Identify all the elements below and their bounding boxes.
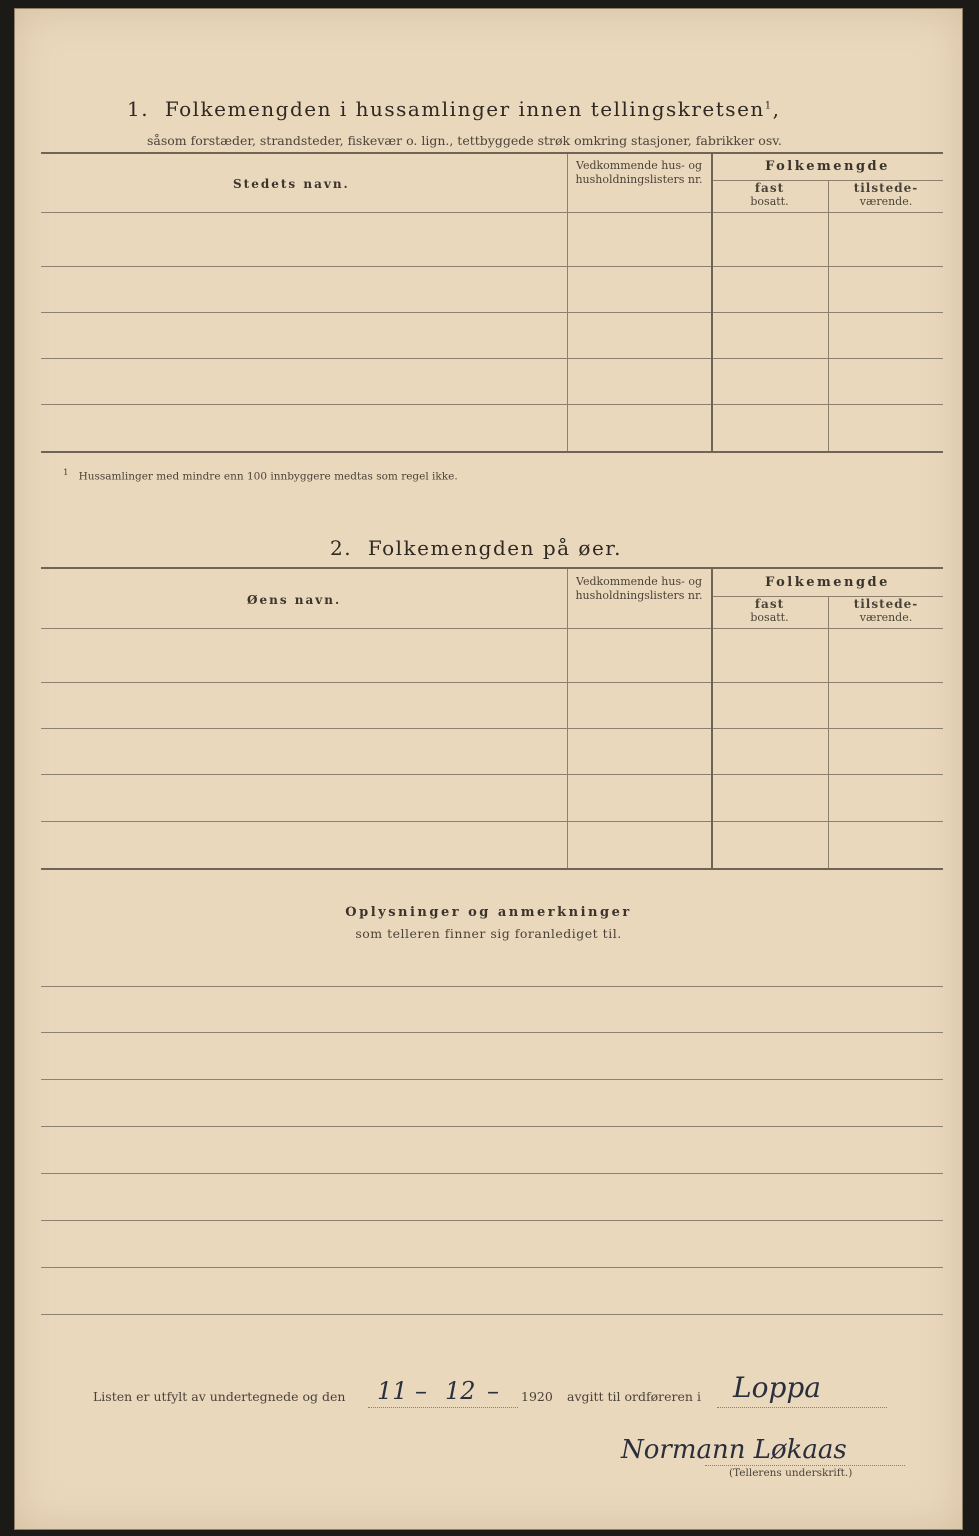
section1-number: 1. [127,97,150,121]
section1-col-fast: fast [754,181,785,195]
section1-footnote [63,468,458,483]
footnote-text: Hussamlinger med mindre enn 100 innbyggere medtas som regel ikke. [78,470,458,483]
section1-title-text: Folkemengden i hussamlinger innen tellingskretsen [164,97,765,121]
section1-col-list: Vedkommende hus- og husholdningslisters nr. [575,159,703,186]
footer-dash2: – [487,1377,499,1405]
footnote-mark: 1 [63,468,69,478]
signature-caption: (Tellerens underskrift.) [729,1467,853,1479]
section1-col-group: Folkemengde [765,159,890,174]
signature: Normann Løkaas [621,1435,847,1465]
footer-text1: Listen er utfylt av undertegnede og den [93,1389,346,1404]
census-form-page [14,8,963,1530]
section2-col-fast2: bosatt. [750,611,789,624]
section3-title: Oplysninger og anmerkninger [345,905,632,920]
footer-month: 12 [445,1377,476,1405]
section2-title [330,536,622,560]
section1-col-name: Stedets navn. [233,177,350,191]
footer-day: 11 [377,1377,408,1405]
section1-col-tilst2: værende. [859,195,913,208]
section2-col-fast: fast [754,597,785,611]
section1-subtitle: såsom forstæder, strandsteder, fiskevær o. lign., tettbyggede strøk omkring stasjoner, fabrikker osv. [147,133,782,148]
section2-col-list: Vedkommende hus- og husholdningslisters nr. [575,575,703,602]
section2-col-tilst2: værende. [859,611,913,624]
section1-col-fast2: bosatt. [750,195,789,208]
section2-col-tilst: tilstede- [853,597,919,611]
section2-number: 2. [330,536,353,560]
section1-title-sup: 1 [764,100,773,112]
footer-year: 1920 [521,1389,553,1404]
section2-col-group: Folkemengde [765,575,890,590]
section2-title-text: Folkemengden på øer. [367,536,623,560]
section1-title-suffix: , [772,97,781,121]
section3-subtitle: som telleren finner sig foranlediget til. [355,926,622,941]
footer-dash1: – [415,1377,427,1405]
footer-text2: avgitt til ordføreren i [567,1389,701,1404]
section1-col-tilst: tilstede- [853,181,919,195]
footer-place: Loppa [733,1371,821,1404]
section2-col-name: Øens navn. [247,593,342,607]
section1-title [127,97,781,121]
